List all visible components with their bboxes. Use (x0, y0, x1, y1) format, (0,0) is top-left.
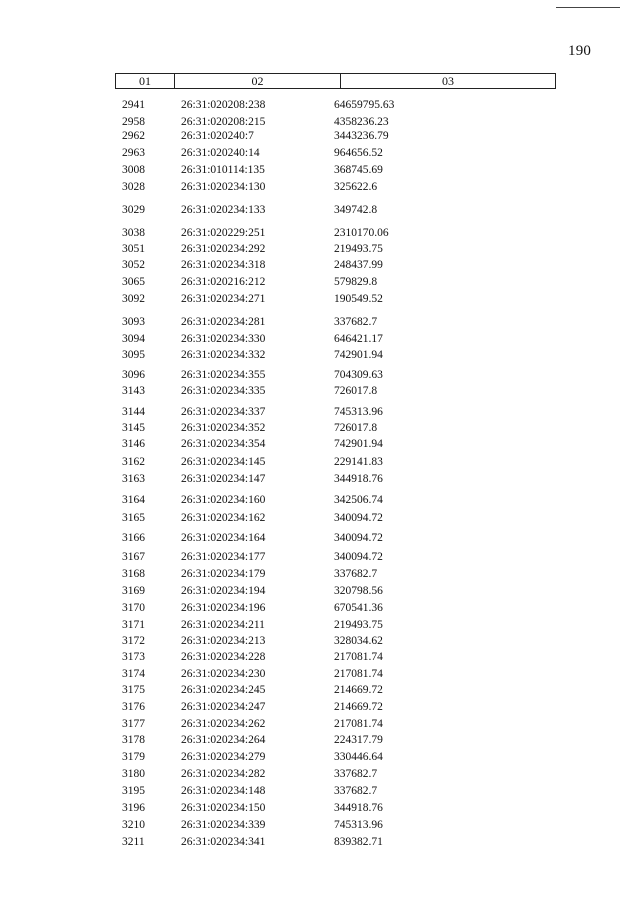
cadastral-number: 26:31:020234:194 (181, 585, 266, 597)
row-value: 340094.72 (334, 551, 383, 563)
row-value: 214669.72 (334, 701, 383, 713)
row-number: 3165 (122, 512, 145, 524)
cadastral-number: 26:31:020234:271 (181, 293, 266, 305)
table-row (0, 203, 640, 217)
cadastral-number: 26:31:020234:264 (181, 734, 266, 746)
cadastral-number: 26:31:020234:245 (181, 684, 266, 696)
cadastral-number: 26:31:020234:247 (181, 701, 266, 713)
row-number: 3162 (122, 456, 145, 468)
cadastral-number: 26:31:020234:337 (181, 406, 266, 418)
cadastral-number: 26:31:020234:150 (181, 802, 266, 814)
row-number: 3093 (122, 316, 145, 328)
table-row (0, 733, 640, 747)
table-row (0, 275, 640, 289)
row-number: 3094 (122, 333, 145, 345)
row-value: 214669.72 (334, 684, 383, 696)
row-value: 229141.83 (334, 456, 383, 468)
table-row (0, 818, 640, 832)
table-row (0, 493, 640, 507)
cadastral-number: 26:31:020234:179 (181, 568, 266, 580)
cadastral-number: 26:31:020234:339 (181, 819, 266, 831)
cadastral-number: 26:31:020208:215 (181, 116, 266, 128)
table-row (0, 634, 640, 648)
cadastral-number: 26:31:020234:354 (181, 438, 266, 450)
row-value: 340094.72 (334, 532, 383, 544)
table-row (0, 405, 640, 419)
row-number: 3143 (122, 385, 145, 397)
table-row (0, 348, 640, 362)
row-value: 579829.8 (334, 276, 378, 288)
cadastral-number: 26:31:020234:162 (181, 512, 266, 524)
cadastral-number: 26:31:020234:164 (181, 532, 266, 544)
row-number: 3146 (122, 438, 145, 450)
row-value: 742901.94 (334, 438, 383, 450)
table-row (0, 315, 640, 329)
row-number: 3173 (122, 651, 145, 663)
row-number: 3211 (122, 836, 145, 848)
row-number: 3196 (122, 802, 145, 814)
cadastral-number: 26:31:020234:130 (181, 181, 266, 193)
table-row (0, 801, 640, 815)
row-value: 340094.72 (334, 512, 383, 524)
cadastral-number: 26:31:020234:335 (181, 385, 266, 397)
row-value: 3443236.79 (334, 130, 389, 142)
row-value: 320798.56 (334, 585, 383, 597)
row-value: 337682.7 (334, 768, 378, 780)
row-value: 839382.71 (334, 836, 383, 848)
row-number: 3171 (122, 619, 145, 631)
row-number: 3096 (122, 369, 145, 381)
table-row (0, 584, 640, 598)
row-value: 64659795.63 (334, 99, 395, 111)
row-value: 344918.76 (334, 802, 383, 814)
table-row (0, 258, 640, 272)
table-row (0, 437, 640, 451)
row-number: 3164 (122, 494, 145, 506)
row-value: 337682.7 (334, 785, 378, 797)
row-number: 2941 (122, 99, 145, 111)
table-row (0, 455, 640, 469)
table-row (0, 421, 640, 435)
table-row (0, 292, 640, 306)
row-value: 742901.94 (334, 349, 383, 361)
cadastral-number: 26:31:020240:7 (181, 130, 254, 142)
row-value: 190549.52 (334, 293, 383, 305)
table-row (0, 129, 640, 143)
page-number: 190 (568, 43, 592, 59)
row-number: 3028 (122, 181, 145, 193)
row-number: 3092 (122, 293, 145, 305)
row-number: 3174 (122, 668, 145, 680)
cadastral-number: 26:31:020234:213 (181, 635, 266, 647)
row-value: 646421.17 (334, 333, 383, 345)
cadastral-number: 26:31:020234:196 (181, 602, 266, 614)
row-number: 3180 (122, 768, 145, 780)
table-row (0, 180, 640, 194)
row-value: 217081.74 (334, 651, 383, 663)
cadastral-number: 26:31:020234:282 (181, 768, 266, 780)
row-number: 3163 (122, 473, 145, 485)
row-value: 248437.99 (334, 259, 383, 271)
row-value: 2310170.06 (334, 227, 389, 239)
header-col-02: 02 (174, 74, 340, 88)
cadastral-number: 26:31:020234:292 (181, 243, 266, 255)
table-row (0, 115, 640, 129)
table-row (0, 683, 640, 697)
row-number: 2963 (122, 147, 145, 159)
cadastral-number: 26:31:020234:262 (181, 718, 266, 730)
row-number: 3195 (122, 785, 145, 797)
row-number: 3177 (122, 718, 145, 730)
row-value: 704309.63 (334, 369, 383, 381)
row-number: 3170 (122, 602, 145, 614)
cadastral-number: 26:31:020234:332 (181, 349, 266, 361)
row-value: 342506.74 (334, 494, 383, 506)
cadastral-number: 26:31:020240:14 (181, 147, 260, 159)
row-value: 219493.75 (334, 243, 383, 255)
row-value: 325622.6 (334, 181, 378, 193)
cadastral-number: 26:31:020229:251 (181, 227, 266, 239)
table-row (0, 750, 640, 764)
row-number: 2958 (122, 116, 145, 128)
cadastral-number: 26:31:020234:330 (181, 333, 266, 345)
cadastral-number: 26:31:020234:352 (181, 422, 266, 434)
table-row (0, 601, 640, 615)
row-number: 2962 (122, 130, 145, 142)
cadastral-number: 26:31:020208:238 (181, 99, 266, 111)
row-value: 217081.74 (334, 718, 383, 730)
row-number: 3168 (122, 568, 145, 580)
table-row (0, 384, 640, 398)
row-number: 3179 (122, 751, 145, 763)
row-number: 3052 (122, 259, 145, 271)
row-number: 3145 (122, 422, 145, 434)
row-number: 3166 (122, 532, 145, 544)
row-value: 670541.36 (334, 602, 383, 614)
table-row (0, 332, 640, 346)
row-value: 964656.52 (334, 147, 383, 159)
cadastral-number: 26:31:020234:148 (181, 785, 266, 797)
cadastral-number: 26:31:020234:211 (181, 619, 265, 631)
row-number: 3008 (122, 164, 145, 176)
table-row (0, 472, 640, 486)
cadastral-number: 26:31:020234:318 (181, 259, 266, 271)
row-value: 726017.8 (334, 422, 378, 434)
row-value: 224317.79 (334, 734, 383, 746)
cadastral-number: 26:31:020234:355 (181, 369, 266, 381)
cadastral-number: 26:31:020234:133 (181, 204, 266, 216)
cadastral-number: 26:31:020234:145 (181, 456, 266, 468)
table-row (0, 242, 640, 256)
table-row (0, 550, 640, 564)
row-value: 219493.75 (334, 619, 383, 631)
table-row (0, 567, 640, 581)
row-number: 3038 (122, 227, 145, 239)
row-number: 3029 (122, 204, 145, 216)
table-row (0, 835, 640, 849)
cadastral-number: 26:31:020234:160 (181, 494, 266, 506)
header-col-01: 01 (139, 73, 151, 88)
table-row (0, 650, 640, 664)
row-value: 745313.96 (334, 819, 383, 831)
row-number: 3169 (122, 585, 145, 597)
cadastral-number: 26:31:020234:147 (181, 473, 266, 485)
row-number: 3051 (122, 243, 145, 255)
table-row (0, 618, 640, 632)
row-value: 726017.8 (334, 385, 378, 397)
row-value: 349742.8 (334, 204, 378, 216)
table-row (0, 511, 640, 525)
row-number: 3065 (122, 276, 145, 288)
row-number: 3144 (122, 406, 145, 418)
cadastral-number: 26:31:010114:135 (181, 164, 265, 176)
row-number: 3095 (122, 349, 145, 361)
row-number: 3210 (122, 819, 145, 831)
table-row (0, 146, 640, 160)
table-row (0, 667, 640, 681)
cadastral-number: 26:31:020234:228 (181, 651, 266, 663)
table-row (0, 767, 640, 781)
row-value: 368745.69 (334, 164, 383, 176)
cadastral-number: 26:31:020234:341 (181, 836, 266, 848)
cadastral-number: 26:31:020234:177 (181, 551, 266, 563)
table-row (0, 368, 640, 382)
row-value: 217081.74 (334, 668, 383, 680)
row-number: 3175 (122, 684, 145, 696)
row-value: 4358236.23 (334, 116, 389, 128)
table-row (0, 784, 640, 798)
row-value: 337682.7 (334, 568, 378, 580)
table-row (0, 531, 640, 545)
row-value: 330446.64 (334, 751, 383, 763)
table-row (0, 163, 640, 177)
row-value: 337682.7 (334, 316, 378, 328)
row-number: 3167 (122, 551, 145, 563)
row-value: 745313.96 (334, 406, 383, 418)
row-number: 3178 (122, 734, 145, 746)
row-value: 344918.76 (334, 473, 383, 485)
header-col-03: 03 (340, 74, 555, 88)
table-row (0, 98, 640, 112)
table-row (0, 717, 640, 731)
cadastral-number: 26:31:020216:212 (181, 276, 266, 288)
table-row (0, 700, 640, 714)
cadastral-number: 26:31:020234:230 (181, 668, 266, 680)
row-number: 3176 (122, 701, 145, 713)
cadastral-number: 26:31:020234:279 (181, 751, 266, 763)
row-value: 328034.62 (334, 635, 383, 647)
row-number: 3172 (122, 635, 145, 647)
cadastral-number: 26:31:020234:281 (181, 316, 266, 328)
table-row (0, 226, 640, 240)
